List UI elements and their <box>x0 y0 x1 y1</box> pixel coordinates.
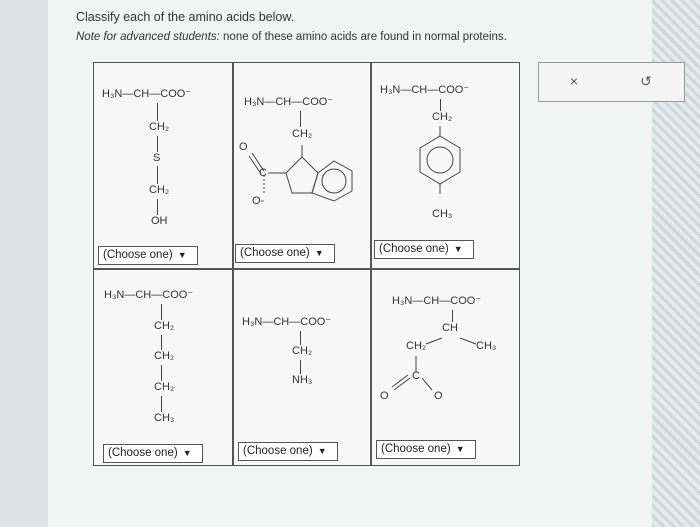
bond-line <box>300 331 301 345</box>
note-text <box>76 31 507 43</box>
dropdown-label: (Choose one) <box>379 243 449 255</box>
carboxyl-carbon: C <box>259 167 267 179</box>
dropdown-label: (Choose one) <box>243 445 313 457</box>
cell-5 <box>233 269 371 466</box>
backbone-2: H₃N—CH—COO⁻ <box>244 96 334 108</box>
chevron-down-icon: ▼ <box>455 444 465 454</box>
close-icon: × <box>569 73 579 89</box>
bond-line <box>161 335 162 350</box>
bond-line <box>452 310 453 322</box>
methyl-group: CH₃ <box>432 208 453 220</box>
methyl-group: CH₃ <box>476 340 497 352</box>
carboxylate-oxygen: O- <box>252 195 265 207</box>
clear-button[interactable] <box>547 73 601 93</box>
classify-dropdown-4[interactable] <box>103 444 203 463</box>
ch2-group: CH₂ <box>149 121 170 133</box>
backbone-5: H₃N—CH—COO⁻ <box>242 316 332 328</box>
bond-line <box>157 199 158 215</box>
bond-line <box>157 166 158 184</box>
cell-1 <box>93 62 233 269</box>
chevron-down-icon: ▼ <box>453 244 463 254</box>
carbonyl-oxygen: O <box>380 390 389 402</box>
chevron-down-icon: ▼ <box>314 248 324 258</box>
classify-dropdown-6[interactable] <box>376 440 476 459</box>
ch-group: CH <box>442 322 458 334</box>
sulfur: S <box>153 152 161 164</box>
cell-6 <box>371 269 520 466</box>
indane-carboxylate-structure <box>234 143 372 223</box>
backbone-6: H₃N—CH—COO⁻ <box>392 295 482 307</box>
ch2-group: CH₂ <box>432 111 453 123</box>
bond-line <box>161 396 162 412</box>
cell-3 <box>371 62 520 269</box>
classify-dropdown-5[interactable] <box>238 442 338 461</box>
backbone-1: H₃N—CH—COO⁻ <box>102 88 192 100</box>
classify-dropdown-3[interactable] <box>374 240 474 259</box>
note-label: Note for advanced students: <box>76 31 220 43</box>
dropdown-label: (Choose one) <box>381 443 451 455</box>
bond-line <box>157 136 158 152</box>
carbonyl-oxygen: O <box>239 141 248 153</box>
question-text: Classify each of the amino acids below. <box>76 10 295 24</box>
ch2-group: CH₂ <box>292 128 313 140</box>
cell-2 <box>233 62 371 269</box>
cell-4 <box>93 269 233 466</box>
backbone-3: H₃N—CH—COO⁻ <box>380 84 470 96</box>
carboxyl-carbon: C <box>412 370 420 382</box>
undo-button[interactable] <box>619 73 673 93</box>
bond-line <box>300 360 301 374</box>
backbone-4: H₃N—CH—COO⁻ <box>104 289 194 301</box>
bond-line <box>161 304 162 320</box>
dropdown-label: (Choose one) <box>103 249 173 261</box>
ch2-group: CH₂ <box>292 345 313 357</box>
chevron-down-icon: ▼ <box>177 250 187 260</box>
dropdown-label: (Choose one) <box>108 447 178 459</box>
ch2-group: CH₂ <box>406 340 427 352</box>
note-body: none of these amino acids are found in normal proteins. <box>219 31 507 43</box>
answer-controls <box>538 62 685 102</box>
classify-dropdown-2[interactable] <box>235 244 335 263</box>
ch2-group: CH₂ <box>154 350 175 362</box>
ch2-group: CH₂ <box>154 381 175 393</box>
left-background <box>0 0 48 527</box>
benzene-ring <box>412 126 472 211</box>
bond-line <box>157 103 158 121</box>
bond-line <box>161 365 162 381</box>
ch2-group: CH₂ <box>154 320 175 332</box>
methyl-group: CH₃ <box>154 412 175 424</box>
hydroxyl: OH <box>151 215 168 227</box>
side-chain-bonds <box>372 332 521 412</box>
carboxylate-oxygen: O <box>434 390 443 402</box>
undo-icon: ↺ <box>640 73 652 89</box>
classify-dropdown-1[interactable] <box>98 246 198 265</box>
ch2-group: CH₂ <box>149 184 170 196</box>
chevron-down-icon: ▼ <box>182 448 192 458</box>
ammonium-group: NH₃ <box>292 374 313 386</box>
bond-line <box>440 99 441 111</box>
dropdown-label: (Choose one) <box>240 247 310 259</box>
bond-line <box>300 111 301 127</box>
chevron-down-icon: ▼ <box>317 446 327 456</box>
